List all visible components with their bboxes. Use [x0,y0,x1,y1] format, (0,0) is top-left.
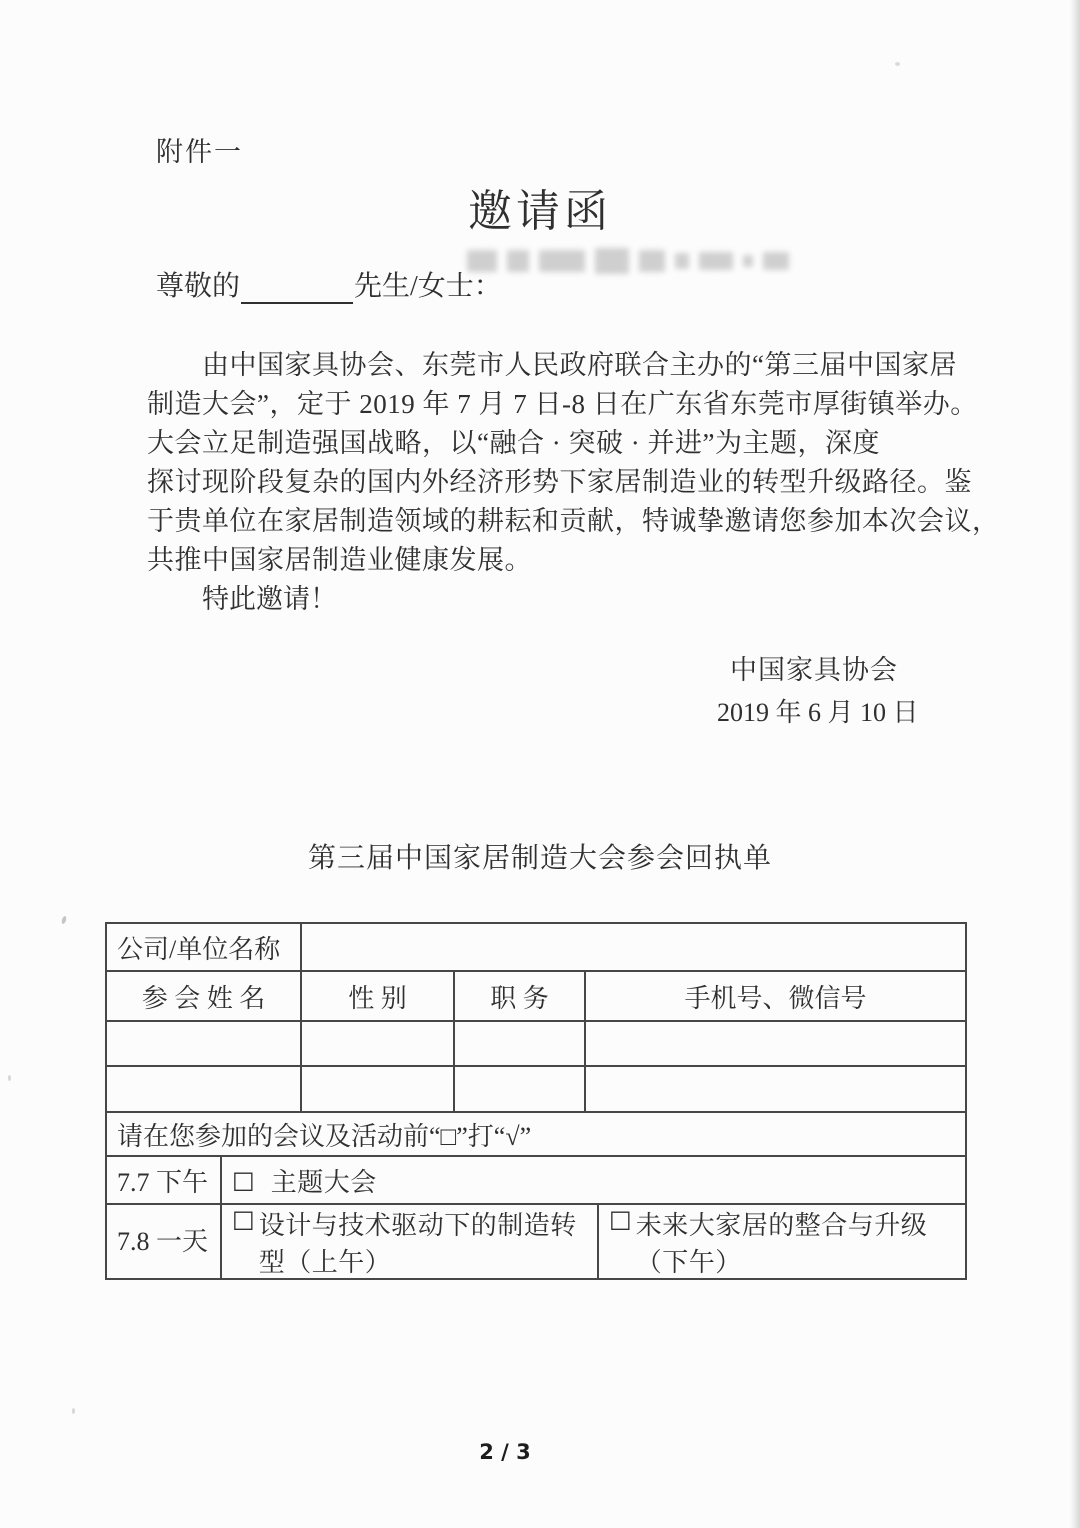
attendee-row [107,1020,965,1065]
body-line: 于贵单位在家居制造领域的耕耘和贡献，特诚挚邀请您参加本次会议， [147,506,1000,536]
column-header-name: 参 会 姓 名 [141,983,266,1013]
reply-form-table [105,922,967,1280]
body-line: 由中国家具协会、东莞市人民政府联合主办的“第三届中国家居 [202,350,957,380]
reply-form-title: 第三届中国家居制造大会参会回执单 [307,843,772,874]
header-row [107,970,965,1020]
empty-cell [300,1067,453,1111]
session-cell [220,1205,597,1278]
company-label-cell: 公司/单位名称 [117,934,281,964]
instruction-text: 请在您参加的会议及活动前“□”打“√” [117,1121,532,1151]
empty-cell [453,1067,584,1111]
checkbox-icon: □ [609,1205,632,1233]
scan-speckle [895,62,900,66]
signature-name: 中国家具协会 [730,655,898,685]
attachment-label: 附件一 [156,137,243,167]
bleedthrough-artifact [467,248,789,274]
schedule-row-77 [107,1155,965,1203]
body-line: 制造大会”，定于 2019 年 7 月 7 日-8 日在广东省东莞市厚街镇举办。 [147,389,978,419]
schedule-time: 7.8 一天 [117,1227,209,1256]
column-header-phone: 手机号、微信号 [584,972,965,1020]
salutation-suffix: 先生/女士： [354,271,502,302]
empty-cell [107,1067,300,1111]
letter-title: 邀请函 [468,187,612,236]
salutation [156,264,502,304]
closing-line: 特此邀请！ [202,584,337,614]
scan-speckle [72,1408,75,1414]
company-value-cell [300,924,965,970]
signature-date: 2019 年 6 月 10 日 [717,698,919,727]
empty-cell [584,1022,965,1065]
checkbox-icon: □ [232,1166,255,1194]
scan-speckle [61,916,67,925]
column-header-gender: 性 别 [300,972,453,1020]
session-cell [597,1205,965,1278]
letter-body [147,346,1000,619]
empty-cell [453,1022,584,1065]
column-header-position: 职 务 [453,972,584,1020]
page-number: 2 / 3 [479,1440,531,1464]
empty-cell [300,1022,453,1065]
session-label: 主题大会 [270,1167,377,1197]
schedule-row-78 [107,1203,965,1278]
name-blank-line [241,274,353,304]
salutation-prefix: 尊敬的 [156,271,241,302]
session-label: 未来大家居的整合与升级（下午） [635,1211,928,1277]
session-cell [220,1157,965,1203]
scan-speckle [8,1075,11,1081]
company-row [107,924,965,970]
checkbox-icon: □ [232,1205,255,1233]
empty-cell [584,1067,965,1111]
body-line: 大会立足制造强国战略，以“融合 · 突破 · 并进”为主题，深度 [147,428,880,458]
body-line: 共推中国家居制造业健康发展。 [147,545,532,575]
schedule-time: 7.7 下午 [117,1167,209,1197]
empty-cell [107,1022,300,1065]
session-label: 设计与技术驱动下的制造转型（上午） [258,1211,577,1277]
instruction-row [107,1111,965,1155]
body-line: 探讨现阶段复杂的国内外经济形势下家居制造业的转型升级路径。鉴 [147,467,972,497]
attendee-row [107,1065,965,1111]
